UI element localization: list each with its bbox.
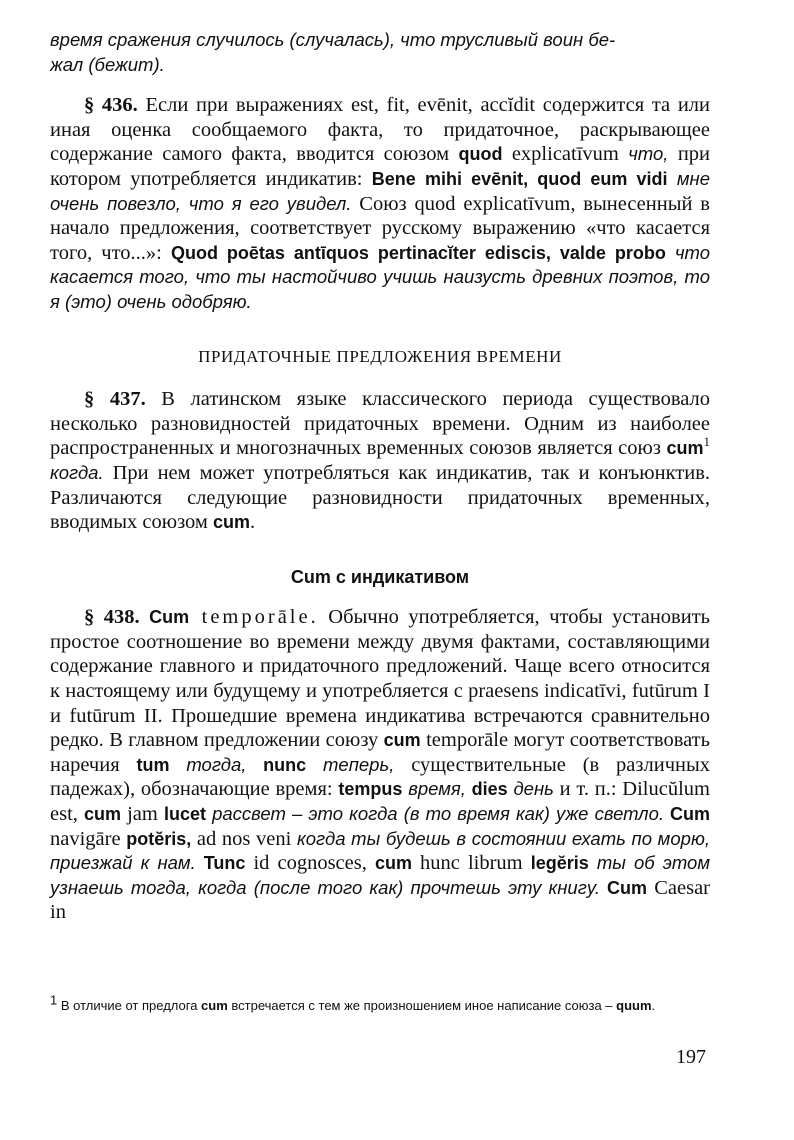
translation-italic: ты об этом узнаешь тогда, когда (после того как) прочтешь эту книгу. [50, 852, 711, 898]
latin-bold: Cum [290, 566, 331, 587]
latin-bold: tempus [338, 779, 403, 800]
text: В латинском языке классического периода существовало несколько разновидностей придаточных времени. Одним из наиболее распространенных и многозначных временных союзов является союз [50, 388, 710, 460]
latin-bold: Cum [600, 877, 648, 898]
text: temporāle могут соответствовать наречия [50, 729, 710, 776]
section-437 [50, 387, 710, 535]
latin-bold: legĕris [530, 853, 589, 874]
text: встречается с тем же произношением иное написание союза – [227, 998, 617, 1013]
text: . [651, 998, 656, 1013]
section-number: § 436. [84, 94, 138, 117]
section-number: § 437. [84, 388, 146, 411]
translation-italic: теперь, [306, 753, 395, 775]
text: при котором употребляется индикатив: [50, 143, 711, 190]
latin-bold: Cum [664, 804, 711, 825]
translation-italic: что касается того, что ты настойчиво учишь наизусть древних поэтов, то я (это) очень одобряю. [50, 241, 711, 312]
text: id cognosces, [245, 852, 375, 875]
latin-bold: Quod poētas antīquos pertinacĭter ediscis, valde probo [170, 242, 666, 263]
latin-bold: quum [616, 998, 652, 1013]
latin-bold: nunc [246, 754, 307, 775]
translation-italic: когда ты будешь в состоянии ехать по морю, приезжай к нам. [50, 827, 710, 874]
text: explicatīvum [502, 143, 629, 166]
text: Союз quod explicatīvum, вынесенный в начало предложения, соответствует русскому выражению «что касается того, что...»: [50, 192, 710, 264]
footnote-mark: 1 [50, 992, 58, 1008]
translation-italic: время, [402, 778, 466, 800]
latin-bold: cum [213, 512, 251, 533]
translation-italic: день [507, 778, 554, 800]
text: . [250, 511, 256, 534]
text-line: время сражения случилось (случалась), что трусливый воин бе- [50, 29, 616, 50]
text: существительные (в различных падежах), обозначающие время: [50, 753, 711, 801]
latin-bold: lucet [163, 804, 206, 825]
spaced-term: temporāle. [189, 606, 319, 629]
footnote [50, 992, 710, 1017]
text: jam [121, 803, 164, 826]
latin-bold: cum [666, 438, 704, 459]
latin-bold: Bene mihi evēnit, quod eum vidi [371, 168, 668, 189]
text: Caesar in [50, 876, 711, 924]
section-436 [50, 93, 710, 314]
paragraph-continued [50, 28, 710, 77]
text: ad nos veni [191, 827, 298, 850]
latin-bold: cum [383, 730, 421, 751]
text: и т. п.: Dilucŭlum est, [50, 778, 710, 826]
translation-italic: рассвет – это когда (в то время как) уже светло. [205, 803, 665, 825]
text: Обычно употребляется, чтобы установить простое соотношение во времени между двумя фактами, составляющими содержание главного и придаточного предложений. Чаще всего относится к настоящему или будущему и употребляется с praesens indicatīvi, futūrum I и futūrum II. Прошедшие времена индикатива встречаются сравнительно редко. В главном предложении союзу [50, 606, 711, 752]
text: Если при выражениях est, fit, evēnit, accĭdit содержится та или иная оценка сообщаемого факта, то придаточное, раскрывающее содержание самого факта, вводится союзом [50, 94, 711, 166]
latin-bold: Cum [139, 607, 190, 628]
text: В отличие от предлога [57, 998, 202, 1013]
text-line: жал (бежит). [50, 53, 165, 75]
latin-bold: cum [374, 853, 412, 874]
footnote-marker: 1 [703, 434, 710, 450]
latin-bold: potĕris, [126, 828, 192, 849]
translation-italic: тогда, [169, 753, 247, 775]
latin-bold: quod [458, 144, 503, 165]
latin-bold: tum [136, 754, 170, 775]
text: При нем может употребляться как индикатив, так и конъюнктив. Различаются следующие разновидности придаточных временных, вводимых союзом [50, 461, 710, 534]
latin-bold: cum [201, 998, 228, 1013]
section-438 [50, 605, 710, 925]
latin-bold: cum [84, 804, 122, 825]
latin-bold: Tunc [195, 853, 246, 874]
text: navigāre [50, 827, 127, 850]
section-number: § 438. [84, 606, 140, 629]
text: с индикативом [330, 566, 470, 587]
page-body [50, 28, 710, 925]
text: hunc librum [411, 852, 531, 875]
translation-italic: когда. [50, 461, 104, 483]
translation-italic: мне очень повезло, что я его увидел. [50, 167, 711, 214]
latin-bold: dies [465, 779, 508, 800]
page-number: 197 [676, 1046, 706, 1068]
subsection-heading [50, 565, 710, 590]
section-heading: ПРИДАТОЧНЫЕ ПРЕДЛОЖЕНИЯ ВРЕМЕНИ [198, 346, 562, 366]
translation-italic: что, [628, 143, 669, 165]
